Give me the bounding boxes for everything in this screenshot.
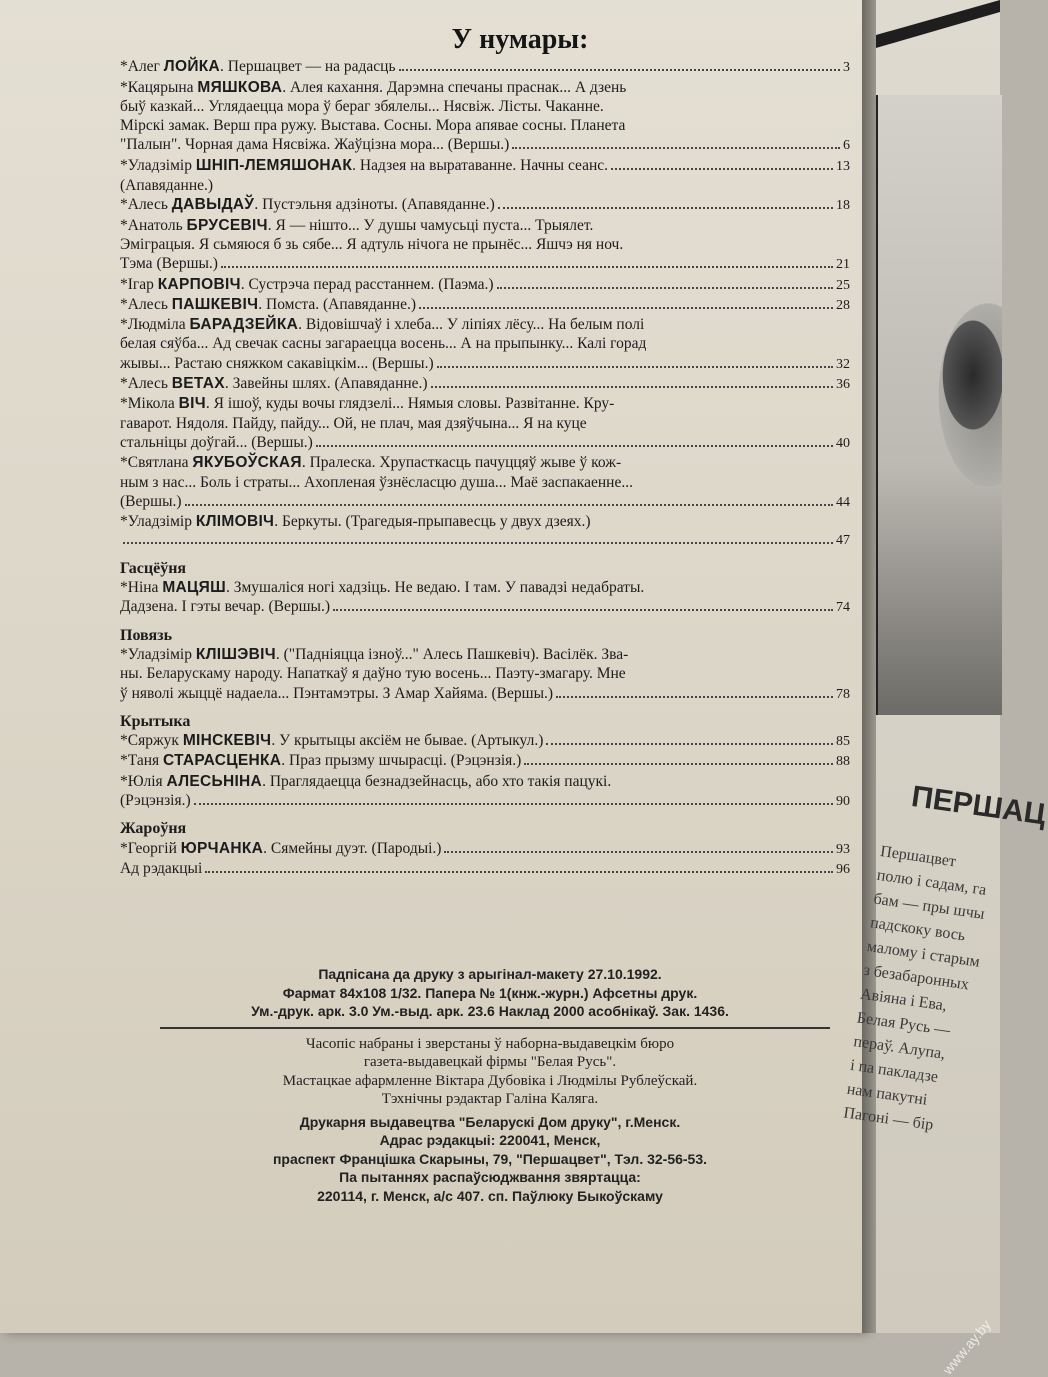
- leader-dots: [333, 609, 833, 611]
- toc-entry-line: [120, 78, 850, 97]
- author-first-name: *Уладзімір: [120, 156, 196, 174]
- continuation-text: гаварот. Нядоля. Пайду, пайду... Ой, не плач, мая дзяўчына... Я на куце: [120, 414, 587, 432]
- toc-entry-line: [120, 156, 850, 176]
- continuation-text: ў няволі жыццё надаела... Пэнтамэтры. З Амар Хайяма. (Вершы.): [120, 684, 554, 702]
- author-first-name: *Георгій: [120, 839, 181, 857]
- toc-entry: [120, 394, 850, 453]
- toc-entry-line: [120, 859, 850, 879]
- toc-entry-text: [120, 751, 521, 770]
- entry-title: Ад рэдакцыі: [120, 859, 203, 877]
- author-surname: ВЕТАХ: [171, 375, 225, 393]
- book-spine: [862, 0, 876, 1333]
- page-number: 85: [836, 734, 850, 750]
- entry-title: . Пралеска. Хрупасткасць пачуццяў жыве ў кож-: [301, 454, 622, 472]
- author-surname: КАРПОВІЧ: [157, 275, 241, 293]
- toc-entry: [120, 751, 850, 771]
- imprint-address-line: праспект Францішка Скарыны, 79, "Першацвет", Тэл. 32-56-53.: [272, 1150, 708, 1167]
- page-number: 40: [836, 435, 850, 451]
- entry-title: . Пустэльня адзіноты. (Апавяданне.): [254, 196, 495, 214]
- author-first-name: *Мікола: [120, 395, 179, 413]
- page-number: 3: [843, 60, 850, 76]
- imprint-meta-line: Фармат 84x108 1/32. Папера № 1(кнж.-журн.) Афсетны друк.: [282, 984, 698, 1001]
- toc-entry-text: [120, 772, 611, 791]
- author-first-name: *Алесь: [120, 375, 172, 393]
- author-surname: БРУСЕВІЧ: [186, 216, 268, 234]
- author-first-name: *Таня: [120, 752, 164, 770]
- leader-dots: [498, 207, 833, 209]
- toc-entry-text: [120, 453, 621, 472]
- continuation-text: (Рэцэнзія.): [120, 791, 191, 809]
- entry-title: . Сямейны дуэт. (Пародыі.): [263, 839, 442, 857]
- page-number: 93: [836, 841, 850, 857]
- imprint-block: [130, 965, 850, 1205]
- page-number: 13: [836, 158, 850, 174]
- entry-title: . Першацвет — на радасць: [220, 58, 396, 76]
- entry-title: . Я ішоў, куды вочы глядзелі... Нямыя словы. Развітанне. Кру-: [205, 395, 615, 413]
- author-first-name: *Ніна: [120, 579, 163, 597]
- right-page-line: Авіяна і Ева,: [859, 985, 948, 1015]
- author-first-name: *Людміла: [120, 316, 190, 334]
- toc-entry-line: [120, 216, 850, 235]
- continuation-text: белая сяўба... Ад свечак сасны загараецца восень... А на прыпынку... Калі горад: [120, 335, 647, 353]
- right-page-line: падскоку вось: [869, 914, 967, 945]
- continuation-text: "Палын". Чорная дама Нясвіжа. Жаўцізна мора... (Вершы.): [120, 136, 510, 154]
- page-number: 47: [836, 533, 850, 549]
- leader-dots: [419, 307, 833, 309]
- toc-entry-text: [120, 839, 441, 858]
- toc-entry-text: [120, 731, 543, 750]
- continuation-text: Дадзена. І гэты вечар. (Вершы.): [120, 598, 330, 616]
- toc-entry: [120, 374, 850, 394]
- author-first-name: *Алесь: [120, 196, 172, 214]
- imprint-address: [130, 1113, 850, 1206]
- section-title: Крытыка: [120, 712, 191, 730]
- entry-title: . Змушаліся ногі хадзіць. Не ведаю. І там. У павадзі недабраты.: [225, 579, 645, 597]
- page-number: 6: [843, 138, 850, 154]
- imprint-staff-line: Мастацкае афармленне Віктара Дубовіка і Людмілы Рублеўскай.: [282, 1072, 698, 1089]
- page-number: 90: [836, 793, 850, 809]
- right-page-line: Першацвет: [879, 842, 958, 871]
- imprint-staff: [130, 1035, 850, 1109]
- section-title: Жароўня: [120, 820, 187, 838]
- imprint-divider: [160, 1027, 830, 1029]
- leader-dots: [221, 266, 833, 268]
- author-first-name: *Уладзімір: [120, 513, 196, 531]
- author-first-name: *Алесь: [120, 295, 172, 313]
- right-page-title: ПЕРШАЦ: [909, 780, 1048, 832]
- watermark: www.ay.by: [939, 1316, 994, 1377]
- toc-entry-continuation: [120, 597, 850, 617]
- page-number: 74: [836, 600, 850, 616]
- author-first-name: *Кацярына: [120, 78, 198, 96]
- toc-entry: [120, 216, 850, 275]
- author-first-name: *Сяржук: [120, 732, 183, 750]
- imprint-staff-line: газета-выдавецкай фірмы "Белая Русь".: [363, 1054, 617, 1070]
- author-first-name: *Уладзімір: [120, 645, 196, 663]
- author-photo: [876, 95, 1002, 715]
- toc-entry-text: [120, 578, 644, 597]
- right-page-line: з безабаронных: [862, 961, 970, 994]
- entry-title: . Праглядаецца безнадзейнасць, або хто такія пацукі.: [262, 772, 612, 790]
- right-page-line: Пагоні — бір: [842, 1104, 935, 1134]
- toc-entry-line: [120, 315, 850, 334]
- page-number: 32: [836, 356, 850, 372]
- entry-title: . Я — нішто... У душы чамусьці пуста... Трыялет.: [267, 216, 594, 234]
- continuation-text: Тэма (Вершы.): [120, 255, 218, 273]
- leader-dots: [431, 386, 833, 388]
- toc-entry: [120, 78, 850, 156]
- leader-dots: [437, 366, 833, 368]
- toc-entry-text: [120, 374, 428, 393]
- toc-entry: [120, 453, 850, 512]
- imprint-address-line: Па пытаннях распаўсюджвання звяртацца:: [339, 1169, 641, 1185]
- page-number: 25: [836, 277, 850, 293]
- imprint-address-line: Друкарня выдавецтва "Беларускі Дом друку", г.Менск.: [299, 1113, 681, 1130]
- toc-entry-continuation: [120, 135, 850, 155]
- toc-entry-line: [120, 394, 850, 413]
- toc-entry-line: [120, 578, 850, 597]
- toc-entry-line: [120, 275, 850, 295]
- toc-entry: [120, 512, 850, 551]
- toc-entry: [120, 156, 850, 196]
- continuation-text: Эміграцыя. Я сьмяюся б зь сябе... Я адтуль нічога не прынёс... Яшчэ ня ноч.: [120, 235, 624, 253]
- continuation-text: Мірскі замак. Верш пра ружу. Выстава. Сосны. Мора апявае сосны. Планета: [120, 117, 626, 135]
- toc-entry: [120, 195, 850, 215]
- leader-dots: [194, 803, 833, 805]
- toc-entry-continuation: [120, 791, 850, 811]
- page-number: 88: [836, 754, 850, 770]
- leader-dots: [546, 743, 833, 745]
- continuation-text: стальніцы доўгай... (Вершы.): [120, 433, 313, 451]
- toc-entry: [120, 731, 850, 751]
- right-page-line: і па пакладзе: [849, 1056, 940, 1087]
- entry-title: . Сустрэча перад расстаннем. (Паэма.): [240, 275, 494, 293]
- toc-entry-line: [120, 731, 850, 751]
- toc-entry-text: [120, 216, 593, 235]
- toc-entry-text: [120, 78, 626, 97]
- continuation-text: (Вершы.): [120, 492, 182, 510]
- leader-dots: [611, 168, 833, 170]
- continuation-text: жывы... Растаю сняжком сакавіцкім... (Вершы.): [120, 354, 434, 372]
- toc-sections: [120, 559, 850, 879]
- toc-entry-text: [120, 394, 614, 413]
- right-page-line: полю і садам, га: [875, 866, 988, 899]
- toc-entry: [120, 57, 850, 77]
- toc-entry-text: [120, 512, 591, 531]
- leader-dots: [205, 871, 833, 873]
- toc-entry-text: [120, 156, 608, 175]
- toc-entry-continuation: [120, 254, 850, 274]
- toc-entry-continuation: [120, 354, 850, 374]
- imprint-meta-line: Ум.-друк. арк. 3.0 Ум.-выд. арк. 23.6 Наклад 2000 асобнікаў. Зак. 1436.: [251, 1003, 729, 1019]
- entry-title: . Беркуты. (Трагедыя-прыпавесць у двух дзеях.): [274, 513, 591, 531]
- entry-title: . Завейны шлях. (Апавяданне.): [224, 375, 428, 393]
- author-surname: МІНСКЕВІЧ: [182, 732, 272, 750]
- leader-dots: [556, 696, 833, 698]
- continuation-text: ны. Беларускаму народу. Напаткаў я даўно тую восень... Паэту-змагару. Мне: [120, 665, 626, 683]
- toc-entry-line: [120, 374, 850, 394]
- entry-title: . ("Падніяцца ізноў..." Алесь Пашкевіч). Васілёк. Зва-: [275, 645, 629, 663]
- author-surname: БАРАДЗЕЙКА: [189, 316, 299, 334]
- toc-entry: [120, 839, 850, 859]
- author-surname: СТАРАСЦЕНКА: [163, 752, 282, 770]
- imprint-address-line: 220114, г. Менск, а/с 407. сп. Паўлюку Быкоўскаму: [317, 1187, 663, 1204]
- imprint-meta-line: Падпісана да друку з арыгінал-макету 27.10.1992.: [318, 966, 662, 982]
- right-page-line: Белая Русь —: [855, 1009, 952, 1040]
- author-surname: ШНІП-ЛЕМЯШОНАК: [195, 156, 353, 174]
- author-first-name: *Святлана: [120, 454, 193, 472]
- toc-entry-continuation: [120, 531, 850, 550]
- toc-entry-line: [120, 772, 850, 791]
- toc-entry-text: [120, 295, 416, 314]
- author-surname: ЮРЧАНКА: [180, 839, 264, 857]
- toc-entry-text: [120, 57, 396, 76]
- entry-title: . Відовішчаў і хлеба... У ліпіях лёсу... На белым полі: [298, 316, 645, 334]
- toc-entry-line: [120, 751, 850, 771]
- toc-entry: [120, 315, 850, 374]
- decorative-stripe: [876, 0, 1000, 60]
- page-number: 96: [836, 861, 850, 877]
- toc-entry-continuation: [120, 492, 850, 512]
- author-first-name: *Ігар: [120, 275, 158, 293]
- entry-title: . У крытыцы аксіём не бывае. (Артыкул.): [271, 732, 544, 750]
- toc-entry-text: [120, 645, 628, 664]
- author-surname: ДАВЫДАЎ: [171, 196, 255, 214]
- page-number: 44: [836, 494, 850, 510]
- leader-dots: [444, 851, 833, 853]
- toc-entry: [120, 772, 850, 812]
- continuation-text: (Апавяданне.): [120, 177, 214, 195]
- toc-entry: [120, 859, 850, 879]
- toc-entry-line: [120, 645, 850, 664]
- toc-main-list: [120, 57, 850, 550]
- leader-dots: [399, 69, 840, 71]
- entry-title: . Алея кахання. Дарэмна спечаны праснак... А дзень: [282, 78, 627, 96]
- page-number: 36: [836, 377, 850, 393]
- leader-dots: [497, 287, 833, 289]
- imprint-meta: [130, 965, 850, 1021]
- toc-entry-text: [120, 315, 644, 334]
- section-title: Гасцёўня: [120, 559, 187, 577]
- page-number: 28: [836, 297, 850, 313]
- author-surname: КЛІМОВІЧ: [195, 513, 275, 531]
- author-surname: МЯШКОВА: [197, 78, 283, 96]
- author-first-name: *Юлія: [120, 772, 167, 790]
- author-first-name: *Анатоль: [120, 216, 187, 234]
- author-surname: ЛОЙКА: [163, 58, 221, 76]
- continuation-text: ным з нас... Боль і страты... Ахопленая ўзнёсласцю душа... Маё заспакаенне...: [120, 473, 633, 491]
- toc-entry: [120, 275, 850, 295]
- toc-entry-line: [120, 839, 850, 859]
- toc-entry-continuation: [120, 684, 850, 704]
- author-surname: МАЦЯШ: [162, 579, 226, 597]
- author-surname: ПАШКЕВІЧ: [171, 295, 259, 313]
- entry-title: . Надзея на выратаванне. Начны сеанс.: [352, 156, 609, 174]
- author-surname: ВІЧ: [178, 395, 206, 413]
- toc-entry-line: [120, 453, 850, 472]
- right-page-line: пераў. Алупа,: [852, 1033, 947, 1063]
- author-surname: ЯКУБОЎСКАЯ: [192, 454, 302, 472]
- entry-title: . Помста. (Апавяданне.): [258, 295, 417, 313]
- table-of-contents: [120, 24, 850, 879]
- author-surname: АЛЕСЬНІНА: [166, 772, 263, 790]
- page-number: 21: [836, 257, 850, 273]
- right-page-line: нам пакутні: [845, 1080, 929, 1109]
- toc-entry-line: [120, 512, 850, 531]
- leader-dots: [524, 763, 833, 765]
- author-first-name: *Алег: [120, 58, 164, 76]
- page-title: У нумары:: [451, 24, 589, 55]
- imprint-staff-line: Часопіс набраны і зверстаны ў наборна-выдавецкім бюро: [305, 1035, 675, 1052]
- section-title: Повязь: [120, 626, 173, 644]
- entry-title: . Праз прызму шчырасці. (Рэцэнзія.): [281, 752, 522, 770]
- imprint-staff-line: Тэхнічны рэдактар Галіна Каляга.: [381, 1091, 599, 1107]
- toc-entry: [120, 645, 850, 704]
- leader-dots: [185, 504, 833, 506]
- leader-dots: [512, 147, 840, 149]
- author-surname: КЛІШЭВІЧ: [195, 645, 276, 663]
- leader-dots: [123, 542, 833, 544]
- continuation-text: быў казкай... Углядаецца мора ў бераг збялелы... Нясвіж. Лісты. Чаканне.: [120, 97, 604, 115]
- toc-entry-line: [120, 295, 850, 315]
- toc-entry-line: [120, 195, 850, 215]
- toc-entry-text: [120, 195, 495, 214]
- page-number: 18: [836, 198, 850, 214]
- right-page-line: бам — пры шчы: [872, 890, 986, 923]
- toc-entry: [120, 295, 850, 315]
- leader-dots: [316, 445, 833, 447]
- imprint-address-line: Адрас рэдакцыі: 220041, Менск,: [379, 1132, 601, 1148]
- page-number: 78: [836, 686, 850, 702]
- toc-entry-text: [120, 859, 202, 878]
- toc-entry-line: [120, 57, 850, 77]
- toc-entry-text: [120, 275, 494, 294]
- toc-entry-continuation: [120, 433, 850, 453]
- toc-entry: [120, 578, 850, 618]
- right-page-line: малому і старым: [865, 938, 981, 971]
